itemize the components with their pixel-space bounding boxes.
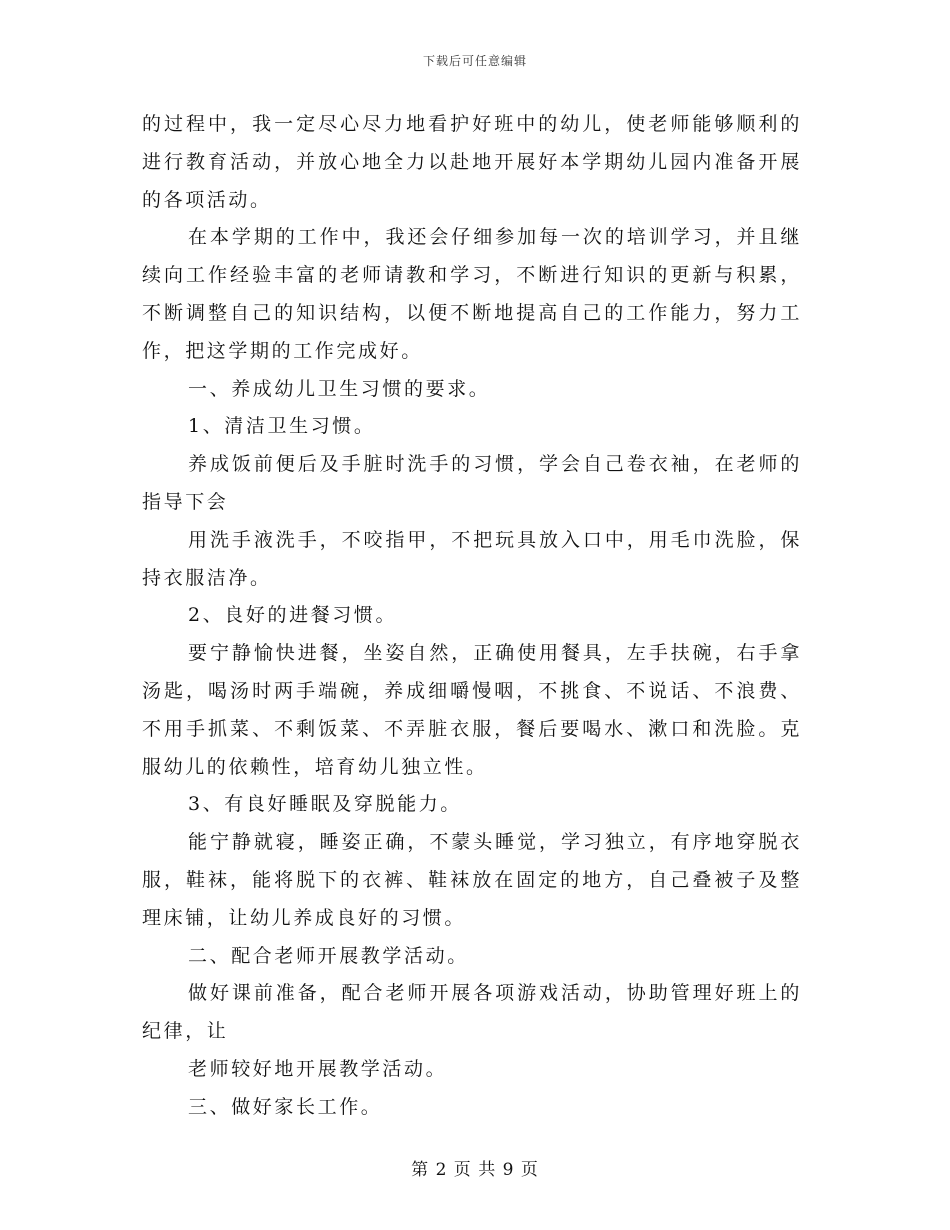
page-number-footer: 第 2 页 共 9 页 [411,1160,539,1180]
section-heading: 一、养成幼儿卫生习惯的要求。 [188,377,491,400]
subsection-heading: 1、清洁卫生习惯。 [188,415,376,438]
section-heading: 三、做好家长工作。 [188,1095,383,1118]
subsection-heading: 2、良好的进餐习惯。 [188,604,398,627]
paragraph: 的过程中，我一定尽心尽力地看护好班中的幼儿，使老师能够顺利的进行教育活动，并放心地全力以赴地开展好本学期幼儿园内准备开展的各项活动。 [142,113,802,211]
paragraph: 在本学期的工作中，我还会仔细参加每一次的培训学习，并且继续向工作经验丰富的老师请教和学习，不断进行知识的更新与积累，不断调整自己的知识结构，以便不断地提高自己的工作能力，努力工作，把这学期的工作完成好。 [142,226,802,362]
page-header: 下载后可任意编辑 [422,54,527,68]
paragraph: 用洗手液洗手，不咬指甲，不把玩具放入口中，用毛巾洗脸，保持衣服洁净。 [142,528,802,589]
paragraph: 老师较好地开展教学活动。 [188,1057,448,1080]
paragraph: 养成饭前便后及手脏时洗手的习惯，学会自己卷衣袖，在老师的指导下会 [142,453,802,513]
paragraph: 能宁静就寝，睡姿正确，不蒙头睡觉，学习独立，有序地穿脱衣服，鞋袜，能将脱下的衣裤、鞋袜放在固定的地方，自己叠被子及整理床铺，让幼儿养成良好的习惯。 [142,831,802,929]
section-heading: 二、配合老师开展教学活动。 [188,944,469,967]
document-body [142,106,802,1127]
subsection-heading: 3、有良好睡眠及穿脱能力。 [188,793,462,816]
paragraph: 做好课前准备，配合老师开展各项游戏活动，协助管理好班上的纪律，让 [142,982,802,1043]
paragraph: 要宁静愉快进餐，坐姿自然，正确使用餐具，左手扶碗，右手拿汤匙，喝汤时两手端碗，养成细嚼慢咽，不挑食、不说话、不浪费、不用手抓菜、不剩饭菜、不弄脏衣服，餐后要喝水、漱口和洗脸。克服幼儿的依赖性，培育幼儿独立性。 [142,642,802,778]
